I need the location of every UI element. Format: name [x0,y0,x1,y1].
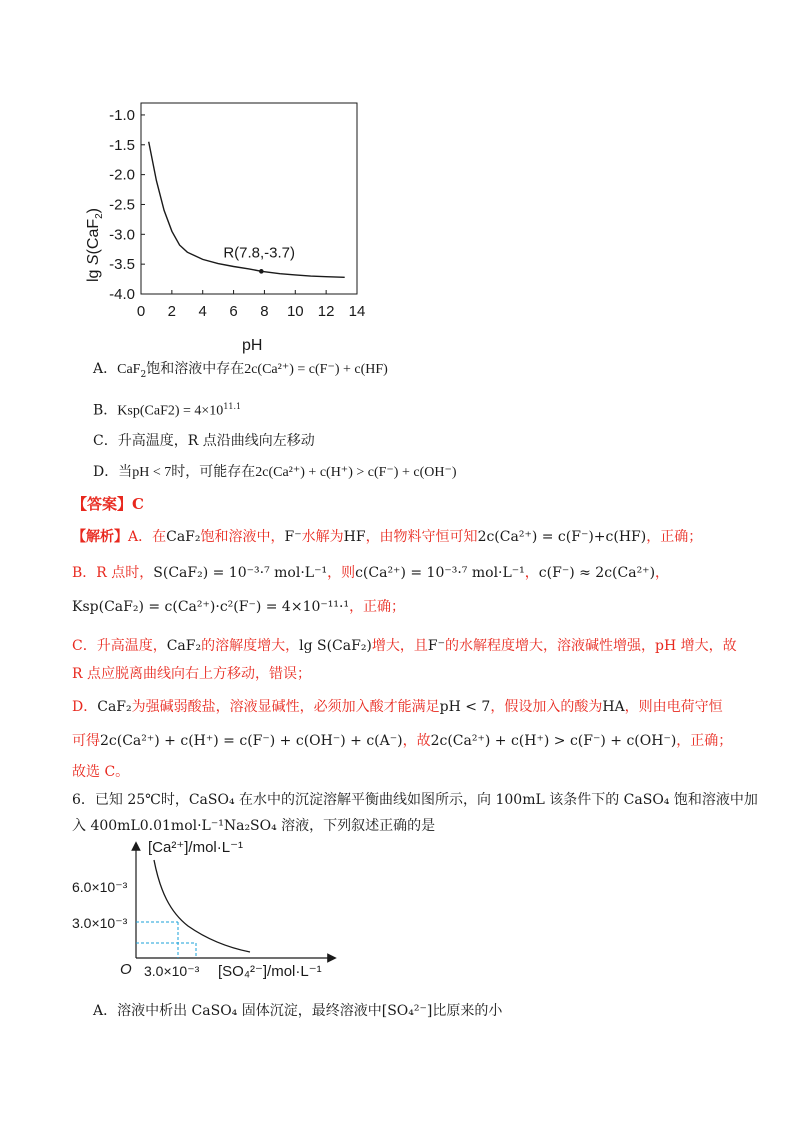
chart1-xtick-label: 2 [167,303,177,320]
chart1-xtick-label: 6 [229,303,238,320]
chart1-xlabel: pH [242,337,263,354]
chart2-curve-visible [154,860,250,952]
analysis-d-1: D．CaF₂为强碱弱酸盐，溶液显碱性，必须加入酸才能满足pH < 7，假设加入的酸为HA，则由电荷守恒 [72,699,723,715]
chart1-frame [141,103,357,294]
chart2-tick-y2: 3.0×10⁻³ [72,915,128,931]
chart1-ytick-label: -1.0 [109,106,135,124]
analysis-b-1: B．R 点时，S(CaF₂) = 10⁻³·⁷ mol·L⁻¹，则c(Ca²⁺) = 10⁻³·⁷ mol·L⁻¹，c(F⁻) ≈ 2c(Ca²⁺)， [72,565,670,581]
chart1-ytick-label: -3.5 [109,256,135,274]
analysis-c-2: R 点应脱离曲线向右上方移动，错误； [72,666,311,682]
q6-option-a: A．溶液中析出 CaSO₄ 固体沉淀，最终溶液中[SO₄²⁻]比原来的小 [93,1003,503,1019]
analysis-conclusion: 故选 C。 [72,764,130,780]
chart1-ytick-label: -2.0 [109,166,135,184]
chart1-ytick-label: -4.0 [109,286,135,303]
chart2-tick-x1: 3.0×10⁻³ [144,963,200,979]
chart1-xtick-label: 0 [136,303,146,320]
chart2-origin: O [120,961,132,978]
chart2-ylabel: [Ca²⁺]/mol·L⁻¹ [148,839,244,856]
chart1-ytick-label: -2.5 [109,196,135,214]
q6-stem-2: 入 400mL0.01mol·L⁻¹Na₂SO₄ 溶液，下列叙述正确的是 [72,818,436,834]
chart1-point-r [259,269,264,274]
chart1-xtick-label: 8 [260,303,269,320]
answer-label: 【答案】C [72,495,144,513]
option-b: B．$Ksp(CaF2) = 4\times 10^{11.1}$ [93,402,242,419]
analysis-c-1: C．升高温度，CaF₂的溶解度增大，lg S(CaF₂)增大，且F⁻的水解程度增大，溶液碱性增强，pH 增大，故 [72,638,737,654]
chart1-xtick-label: 12 [317,303,335,320]
analysis-d-2: 可得2c(Ca²⁺) + c(H⁺) = c(F⁻) + c(OH⁻) + c(A⁻)，故2c(Ca²⁺) + c(H⁺) > c(F⁻) + c(OH⁻)，正确； [72,733,733,749]
option-c: C．升高温度，R 点沿曲线向左移动 [93,433,315,449]
q6-stem-1: 6．已知 25℃时，CaSO₄ 在水中的沉淀溶解平衡曲线如图所示，向 100mL 该条件下的 CaSO₄ 饱和溶液中加 [72,792,758,808]
chart-caso4-equilibrium [70,836,350,986]
analysis-a: 【解析】A．在CaF₂饱和溶液中，F⁻水解为HF，由物料守恒可知2c(Ca²⁺) = c(F⁻)+c(HF)，正确； [72,529,703,545]
chart1-annotation: R(7.8,-3.7) [223,244,296,262]
option-d: D．当pH < 7时，可能存在2c(Ca²⁺) + c(H⁺) > c(F⁻) + c(OH⁻) [93,464,457,480]
option-a: A．CaF$_2$饱和溶液中存在2c(Ca²⁺) = c(F⁻) + c(HF) [93,361,388,380]
chart2-xlabel: [SO₄²⁻]/mol·L⁻¹ [218,963,322,980]
chart1-ylabel: lg S(CaF$_2$) [85,207,105,283]
chart1-ytick-label: -3.0 [109,226,135,244]
chart1-xtick-label: 14 [348,303,366,320]
chart1-xtick-label: 10 [286,303,304,320]
chart1-ytick-label: -1.5 [109,136,135,154]
chart-caf2-solubility [70,95,390,360]
chart2-tick-y1: 6.0×10⁻³ [72,879,128,895]
chart1-xtick-label: 4 [198,303,207,320]
analysis-b-2: Ksp(CaF₂) = c(Ca²⁺)·c²(F⁻) = 4×10⁻¹¹·¹，正确； [72,599,406,615]
